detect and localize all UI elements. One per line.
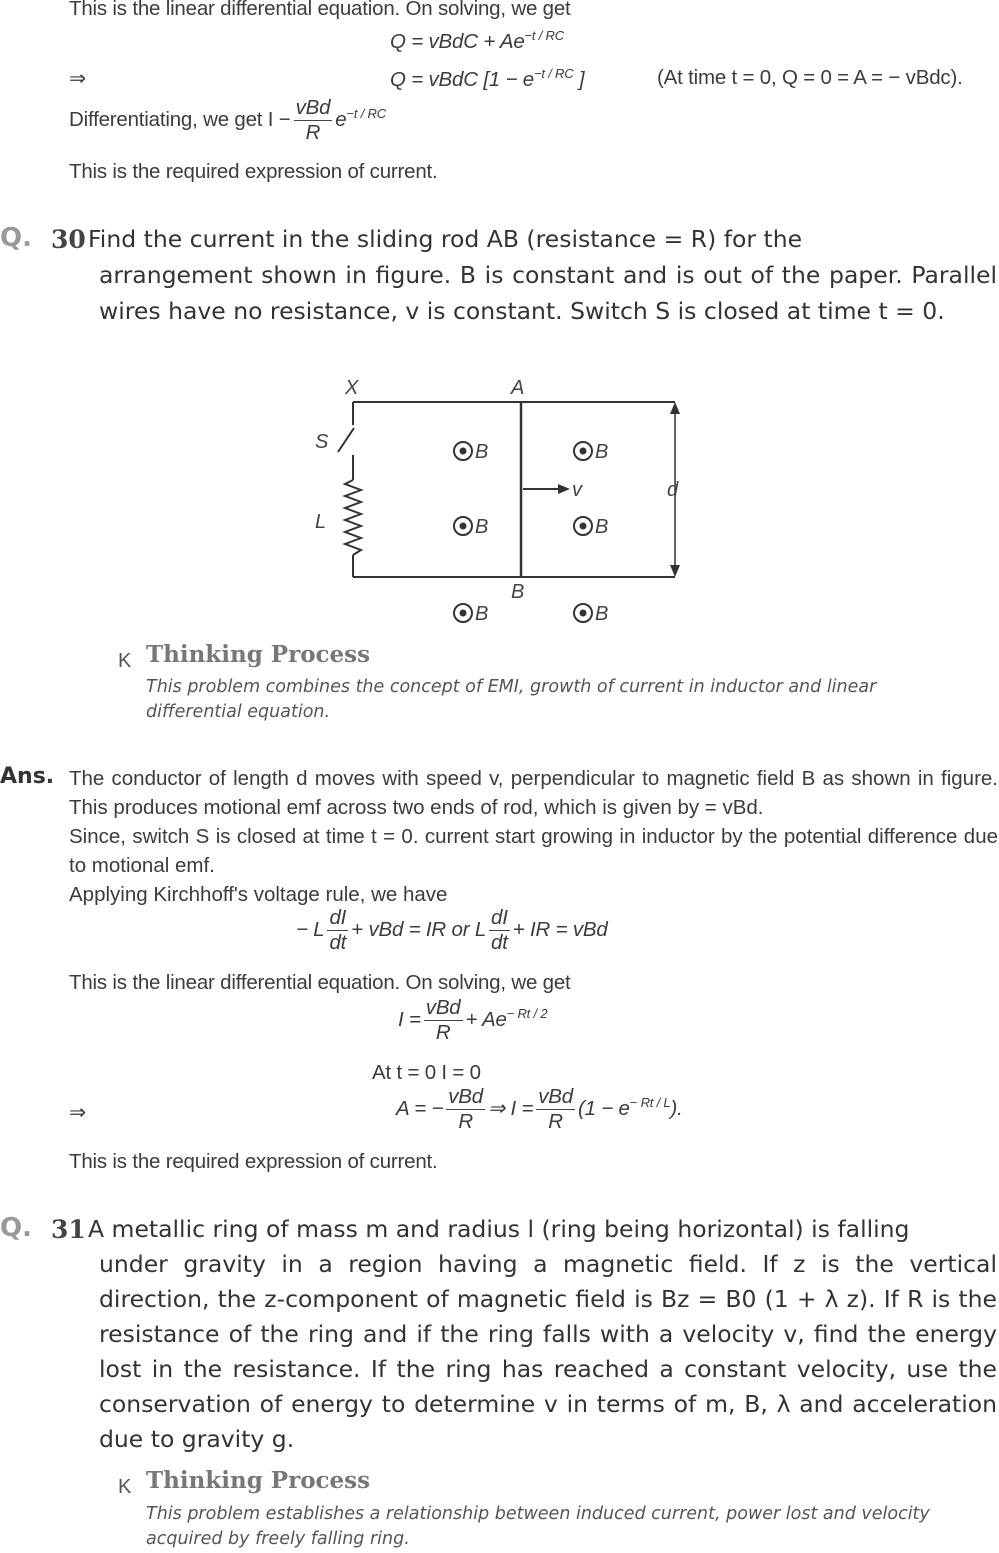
field-symbols — [454, 441, 608, 625]
field-out-of-page-icon — [454, 603, 488, 625]
prev-equation-note: (At time t = 0, Q = 0 = A = − vBdc). — [657, 66, 963, 89]
dimension-arrow-down — [670, 565, 680, 577]
field-label: B — [475, 516, 489, 538]
field-label: B — [595, 516, 609, 538]
eq-text: Q = vBdC + Ae — [390, 29, 525, 53]
denominator: dt — [329, 931, 347, 954]
answer-label: Ans. — [0, 764, 55, 789]
thinking-process-icon: K — [118, 650, 132, 672]
question-number: 30 — [51, 225, 86, 254]
fraction — [489, 906, 510, 955]
denominator: R — [305, 121, 321, 144]
prev-closing: This is the required expression of current. — [69, 160, 438, 183]
field-out-of-page-icon — [454, 441, 488, 463]
eq-exp: −t / RC — [534, 66, 574, 81]
denominator: R — [435, 1021, 451, 1044]
circuit-diagram — [0, 0, 999, 640]
exp: − Rt / L — [629, 1095, 671, 1111]
question-text-first-line: Find the current in the sliding rod AB (resistance = R) for the — [88, 225, 803, 253]
solution-equation — [398, 996, 547, 1045]
field-label: B — [595, 603, 609, 625]
label-v: v — [572, 479, 582, 501]
eq-text: Q = vBdC [1 − e — [390, 67, 534, 91]
numerator: vBd — [448, 1085, 483, 1108]
final-equation — [396, 1085, 683, 1134]
question-text: arrangement shown in figure. B is constant and is out of the paper. Parallel wires have no resistance, v is constant. Switch S is closed at time t = 0. — [99, 261, 997, 325]
dimension-arrow-up — [670, 402, 680, 414]
answer-paragraph: Since, switch S is closed at time t = 0. current start growing in inductor by the potential difference due to motional emf. — [69, 825, 998, 877]
fraction — [536, 1085, 575, 1134]
exp-base: e — [335, 107, 347, 131]
numerator: dI — [329, 906, 347, 929]
exp: −t / RC — [346, 106, 386, 122]
eq-part: + IR = vBd — [512, 917, 608, 941]
field-label: B — [475, 441, 489, 463]
inductor-coil — [345, 480, 361, 555]
implies-symbol: ⇒ — [69, 67, 86, 90]
question-text: under gravity in a region having a magnetic field. If z is the vertical direction, the z-component of magnetic field is Bz = B0 (1 + λ z). If R is the resistance of the ring and if the ring falls with a velocity v, find the energy lost in the resistance. If the ring has reached a constant velocity, use the conservation of energy to determine v in terms of m, B, λ and acceleration due to gravity g. — [99, 1250, 997, 1453]
answer-closing: This is the required expression of current. — [69, 1150, 438, 1173]
eq-part: ). — [670, 1096, 683, 1120]
numerator: vBd — [538, 1085, 573, 1108]
field-out-of-page-icon — [454, 516, 488, 538]
eq-part: ⇒ I = — [487, 1096, 534, 1120]
prev-text-line: This is the linear differential equation. On solving, we get — [69, 0, 571, 20]
question-text-first-line: A metallic ring of mass m and radius l (ring being horizontal) is falling — [88, 1215, 910, 1243]
kvl-equation — [296, 906, 608, 955]
label-x: X — [345, 377, 359, 399]
velocity-arrowhead — [558, 484, 570, 494]
fraction — [424, 996, 463, 1045]
denominator: R — [548, 1110, 563, 1133]
eq-part: − L — [296, 917, 325, 941]
eq-part: I = — [398, 1007, 421, 1031]
label-s: S — [315, 431, 329, 453]
label-a: A — [511, 377, 525, 399]
switch — [338, 428, 354, 452]
field-out-of-page-icon — [574, 441, 608, 463]
answer-text-line: This is the linear differential equation. On solving, we get — [69, 971, 571, 994]
label-l: L — [315, 511, 327, 533]
question-label: Q. — [0, 223, 32, 253]
thinking-process-icon: K — [118, 1476, 132, 1498]
label-d: d — [667, 479, 679, 501]
initial-condition: At t = 0 I = 0 — [372, 1061, 481, 1084]
eq-part: (1 − e — [577, 1096, 630, 1120]
eq-part: + vBd = IR or L — [351, 917, 487, 941]
numerator: vBd — [295, 96, 331, 119]
answer-paragraph: The conductor of length d moves with speed v, perpendicular to magnetic field B as shown in figure. This produces motional emf across two ends of rod, which is given by = vBd. — [69, 767, 998, 819]
exp: − Rt / 2 — [506, 1006, 548, 1022]
thinking-process-title: Thinking Process — [146, 1467, 371, 1494]
implies-symbol: ⇒ — [69, 1101, 86, 1124]
answer-paragraph: Applying Kirchhoff's voltage rule, we have — [69, 883, 448, 906]
numerator: dI — [491, 906, 508, 929]
field-out-of-page-icon — [574, 603, 608, 625]
field-out-of-page-icon — [574, 516, 608, 538]
field-label: B — [475, 603, 489, 625]
eq-part: + Ae — [465, 1007, 507, 1031]
thinking-process-title: Thinking Process — [146, 641, 371, 668]
diff-prefix: Differentiating, we get I − — [69, 107, 291, 131]
numerator: vBd — [425, 996, 461, 1019]
eq-end: ] — [578, 67, 585, 91]
fraction — [446, 1085, 485, 1134]
eq-part: A = − — [396, 1096, 444, 1120]
eq-exp: −t / RC — [524, 28, 564, 43]
label-b: B — [511, 581, 525, 603]
fraction — [327, 906, 348, 955]
question-label: Q. — [0, 1213, 32, 1243]
question-number: 31 — [51, 1215, 86, 1244]
thinking-process-body: This problem establishes a relationship between induced current, power lost and velocity acquired by freely falling ring. — [146, 1504, 930, 1549]
denominator: R — [458, 1110, 473, 1133]
field-label: B — [595, 441, 609, 463]
thinking-process-body: This problem combines the concept of EMI, growth of current in inductor and linear differential equation. — [146, 677, 877, 722]
denominator: dt — [491, 931, 508, 954]
